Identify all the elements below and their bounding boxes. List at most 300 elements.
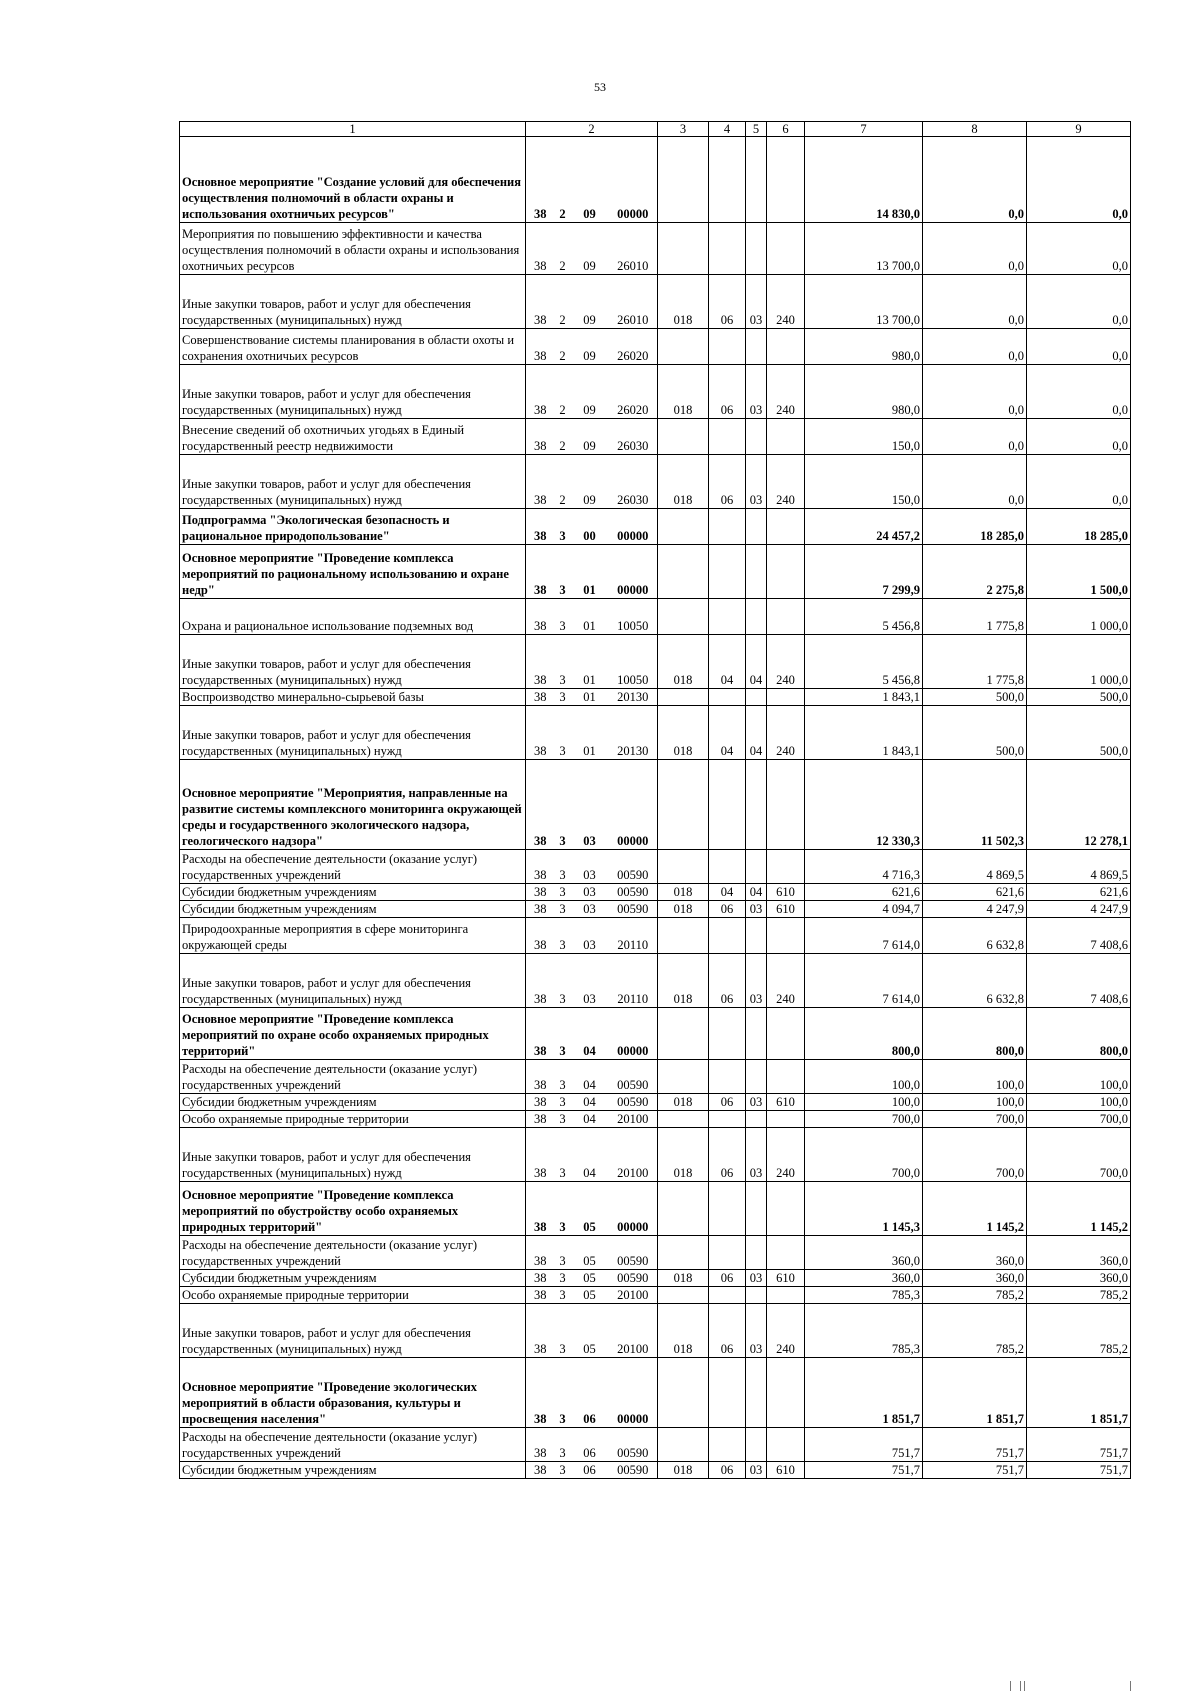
col5-subsection: 03 (746, 1462, 767, 1479)
code-direction: 00000 (609, 760, 658, 850)
code-subprogram: 3 (555, 1060, 571, 1094)
code-subprogram: 3 (555, 1094, 571, 1111)
table-row (180, 954, 1131, 1008)
code-activity: 09 (571, 455, 609, 509)
row-name: Основное мероприятие "Проведение комплекса мероприятий по рациональному использованию и охране недр" (180, 545, 526, 599)
table-row (180, 1008, 1131, 1060)
table-row (180, 918, 1131, 954)
code-activity: 04 (571, 1111, 609, 1128)
col4-section (709, 1287, 746, 1304)
code-direction: 00000 (609, 545, 658, 599)
col3-grbs: 018 (658, 1094, 709, 1111)
col8-amount: 621,6 (923, 884, 1027, 901)
code-program: 38 (526, 1304, 555, 1358)
col7-amount: 360,0 (805, 1236, 923, 1270)
table-row (180, 689, 1131, 706)
row-name: Расходы на обеспечение деятельности (оказание услуг) государственных учреждений (180, 850, 526, 884)
header-col-3: 3 (658, 122, 709, 137)
col5-subsection (746, 850, 767, 884)
table-row (180, 1128, 1131, 1182)
code-subprogram: 2 (555, 365, 571, 419)
code-direction: 00590 (609, 1428, 658, 1462)
table-header-row (180, 122, 1131, 137)
code-direction: 10050 (609, 635, 658, 689)
col8-amount: 0,0 (923, 365, 1027, 419)
code-program: 38 (526, 850, 555, 884)
col7-amount: 12 330,3 (805, 760, 923, 850)
table-row (180, 1287, 1131, 1304)
row-name: Расходы на обеспечение деятельности (оказание услуг) государственных учреждений (180, 1060, 526, 1094)
code-program: 38 (526, 1270, 555, 1287)
col4-section (709, 689, 746, 706)
code-direction: 00590 (609, 1270, 658, 1287)
col7-amount: 980,0 (805, 365, 923, 419)
header-col-7: 7 (805, 122, 923, 137)
col9-amount: 785,2 (1027, 1304, 1131, 1358)
code-direction: 10050 (609, 599, 658, 635)
col4-section (709, 599, 746, 635)
col6-expense-type (767, 1182, 805, 1236)
col5-subsection: 03 (746, 1270, 767, 1287)
row-name: Субсидии бюджетным учреждениям (180, 1094, 526, 1111)
code-program: 38 (526, 1287, 555, 1304)
col8-amount: 785,2 (923, 1287, 1027, 1304)
col4-section (709, 329, 746, 365)
col5-subsection (746, 918, 767, 954)
table-row (180, 419, 1131, 455)
code-program: 38 (526, 329, 555, 365)
col6-expense-type: 240 (767, 455, 805, 509)
col5-subsection: 03 (746, 365, 767, 419)
row-name: Внесение сведений об охотничьих угодьях в Единый государственный реестр недвижимости (180, 419, 526, 455)
col5-subsection: 03 (746, 954, 767, 1008)
table-row (180, 1304, 1131, 1358)
row-name: Особо охраняемые природные территории (180, 1111, 526, 1128)
code-activity: 01 (571, 689, 609, 706)
col6-expense-type: 610 (767, 1270, 805, 1287)
col8-amount: 100,0 (923, 1094, 1027, 1111)
code-subprogram: 3 (555, 760, 571, 850)
table-row (180, 1060, 1131, 1094)
header-col-5: 5 (746, 122, 767, 137)
code-subprogram: 3 (555, 1304, 571, 1358)
col4-section: 06 (709, 275, 746, 329)
col7-amount: 800,0 (805, 1008, 923, 1060)
col8-amount: 1 851,7 (923, 1358, 1027, 1428)
scan-marks (1010, 1679, 1140, 1691)
col7-amount: 100,0 (805, 1094, 923, 1111)
code-program: 38 (526, 1128, 555, 1182)
col6-expense-type: 240 (767, 706, 805, 760)
col9-amount: 800,0 (1027, 1008, 1131, 1060)
code-direction: 26030 (609, 419, 658, 455)
col6-expense-type (767, 1008, 805, 1060)
code-subprogram: 3 (555, 635, 571, 689)
col9-amount: 751,7 (1027, 1462, 1131, 1479)
code-direction: 26020 (609, 329, 658, 365)
col7-amount: 1 145,3 (805, 1182, 923, 1236)
code-direction: 00000 (609, 1008, 658, 1060)
col7-amount: 7 614,0 (805, 918, 923, 954)
col3-grbs (658, 850, 709, 884)
col9-amount: 621,6 (1027, 884, 1131, 901)
row-name: Природоохранные мероприятия в сфере мониторинга окружающей среды (180, 918, 526, 954)
row-name: Основное мероприятие "Создание условий для обеспечения осуществления полномочий в области охраны и использования охотничьих ресурсов" (180, 137, 526, 223)
col8-amount: 360,0 (923, 1270, 1027, 1287)
code-program: 38 (526, 1462, 555, 1479)
row-name: Основное мероприятие "Проведение комплекса мероприятий по охране особо охраняемых природных территорий" (180, 1008, 526, 1060)
col9-amount: 4 869,5 (1027, 850, 1131, 884)
col3-grbs (658, 137, 709, 223)
col3-grbs: 018 (658, 954, 709, 1008)
code-activity: 09 (571, 419, 609, 455)
col4-section: 06 (709, 901, 746, 918)
col7-amount: 700,0 (805, 1111, 923, 1128)
col9-amount: 0,0 (1027, 329, 1131, 365)
budget-table (179, 121, 1131, 1479)
code-direction: 00590 (609, 1060, 658, 1094)
col4-section (709, 918, 746, 954)
col8-amount: 700,0 (923, 1128, 1027, 1182)
col5-subsection (746, 689, 767, 706)
row-name: Иные закупки товаров, работ и услуг для обеспечения государственных (муниципальных) нужд (180, 1128, 526, 1182)
col9-amount: 1 000,0 (1027, 635, 1131, 689)
code-subprogram: 2 (555, 275, 571, 329)
table-row (180, 1270, 1131, 1287)
code-subprogram: 3 (555, 509, 571, 545)
code-direction: 26030 (609, 455, 658, 509)
col8-amount: 4 869,5 (923, 850, 1027, 884)
code-activity: 06 (571, 1462, 609, 1479)
col7-amount: 621,6 (805, 884, 923, 901)
col5-subsection: 03 (746, 1128, 767, 1182)
col4-section: 06 (709, 1270, 746, 1287)
col6-expense-type: 610 (767, 1094, 805, 1111)
row-name: Основное мероприятие "Проведение экологических мероприятий в области образования, культуры и просвещения населения" (180, 1358, 526, 1428)
col9-amount: 785,2 (1027, 1287, 1131, 1304)
code-activity: 03 (571, 760, 609, 850)
code-program: 38 (526, 599, 555, 635)
page-number: 53 (594, 80, 606, 94)
col9-amount: 1 851,7 (1027, 1358, 1131, 1428)
col5-subsection (746, 419, 767, 455)
col7-amount: 13 700,0 (805, 275, 923, 329)
col4-section: 06 (709, 1304, 746, 1358)
code-direction: 26020 (609, 365, 658, 419)
col3-grbs (658, 689, 709, 706)
col5-subsection (746, 1287, 767, 1304)
col3-grbs: 018 (658, 1270, 709, 1287)
code-activity: 03 (571, 884, 609, 901)
col4-section (709, 1358, 746, 1428)
code-subprogram: 3 (555, 1358, 571, 1428)
col9-amount: 500,0 (1027, 706, 1131, 760)
col6-expense-type (767, 599, 805, 635)
col4-section (709, 1236, 746, 1270)
row-name: Иные закупки товаров, работ и услуг для обеспечения государственных (муниципальных) нужд (180, 635, 526, 689)
col8-amount: 0,0 (923, 137, 1027, 223)
col7-amount: 7 614,0 (805, 954, 923, 1008)
code-activity: 09 (571, 329, 609, 365)
code-program: 38 (526, 1428, 555, 1462)
col9-amount: 0,0 (1027, 137, 1131, 223)
col7-amount: 1 843,1 (805, 689, 923, 706)
code-activity: 09 (571, 275, 609, 329)
col8-amount: 0,0 (923, 329, 1027, 365)
col4-section: 04 (709, 706, 746, 760)
code-subprogram: 3 (555, 689, 571, 706)
col3-grbs (658, 509, 709, 545)
code-direction: 20110 (609, 918, 658, 954)
col7-amount: 751,7 (805, 1428, 923, 1462)
col9-amount: 1 500,0 (1027, 545, 1131, 599)
col4-section (709, 419, 746, 455)
col3-grbs (658, 1008, 709, 1060)
col4-section: 06 (709, 1094, 746, 1111)
code-activity: 04 (571, 1128, 609, 1182)
col5-subsection: 03 (746, 275, 767, 329)
header-col-4: 4 (709, 122, 746, 137)
col9-amount: 0,0 (1027, 419, 1131, 455)
header-col-2: 2 (526, 122, 658, 137)
code-program: 38 (526, 365, 555, 419)
col4-section: 06 (709, 1128, 746, 1182)
col7-amount: 14 830,0 (805, 137, 923, 223)
col3-grbs (658, 1428, 709, 1462)
code-program: 38 (526, 1182, 555, 1236)
code-activity: 04 (571, 1060, 609, 1094)
code-subprogram: 3 (555, 1236, 571, 1270)
col7-amount: 1 851,7 (805, 1358, 923, 1428)
col9-amount: 4 247,9 (1027, 901, 1131, 918)
row-name: Основное мероприятие "Мероприятия, направленные на развитие системы комплексного мониторинга окружающей среды и государственного экологического надзора, геологического надзора" (180, 760, 526, 850)
code-program: 38 (526, 545, 555, 599)
row-name: Субсидии бюджетным учреждениям (180, 1270, 526, 1287)
code-direction: 00590 (609, 901, 658, 918)
row-name: Иные закупки товаров, работ и услуг для обеспечения государственных (муниципальных) нужд (180, 455, 526, 509)
code-program: 38 (526, 455, 555, 509)
table-row (180, 329, 1131, 365)
col7-amount: 13 700,0 (805, 223, 923, 275)
col6-expense-type (767, 419, 805, 455)
code-activity: 05 (571, 1287, 609, 1304)
row-name: Мероприятия по повышению эффективности и качества осуществления полномочий в области охраны и использования охотничьих ресурсов (180, 223, 526, 275)
col8-amount: 11 502,3 (923, 760, 1027, 850)
table-row (180, 1111, 1131, 1128)
code-activity: 06 (571, 1358, 609, 1428)
col6-expense-type (767, 1287, 805, 1304)
col8-amount: 0,0 (923, 419, 1027, 455)
code-direction: 00000 (609, 1358, 658, 1428)
col4-section: 04 (709, 635, 746, 689)
col6-expense-type: 240 (767, 1128, 805, 1182)
col3-grbs (658, 1287, 709, 1304)
col4-section: 06 (709, 455, 746, 509)
col5-subsection (746, 545, 767, 599)
code-direction: 00590 (609, 850, 658, 884)
col6-expense-type: 610 (767, 1462, 805, 1479)
col7-amount: 751,7 (805, 1462, 923, 1479)
col5-subsection: 03 (746, 901, 767, 918)
col6-expense-type (767, 1236, 805, 1270)
col6-expense-type: 240 (767, 1304, 805, 1358)
code-direction: 00000 (609, 137, 658, 223)
col9-amount: 700,0 (1027, 1128, 1131, 1182)
table-row (180, 137, 1131, 223)
table-row (180, 706, 1131, 760)
row-name: Основное мероприятие "Проведение комплекса мероприятий по обустройству особо охраняемых природных территорий" (180, 1182, 526, 1236)
code-program: 38 (526, 884, 555, 901)
col3-grbs (658, 918, 709, 954)
col6-expense-type: 240 (767, 365, 805, 419)
code-direction: 20130 (609, 706, 658, 760)
col9-amount: 1 000,0 (1027, 599, 1131, 635)
code-subprogram: 2 (555, 223, 571, 275)
col4-section: 06 (709, 954, 746, 1008)
col5-subsection: 04 (746, 884, 767, 901)
code-subprogram: 3 (555, 545, 571, 599)
code-direction: 20130 (609, 689, 658, 706)
col3-grbs: 018 (658, 901, 709, 918)
col5-subsection (746, 1236, 767, 1270)
row-name: Субсидии бюджетным учреждениям (180, 1462, 526, 1479)
table-body (180, 137, 1131, 1479)
col3-grbs (658, 599, 709, 635)
col3-grbs: 018 (658, 365, 709, 419)
col8-amount: 1 775,8 (923, 599, 1027, 635)
col8-amount: 751,7 (923, 1428, 1027, 1462)
col9-amount: 100,0 (1027, 1060, 1131, 1094)
code-activity: 04 (571, 1008, 609, 1060)
col8-amount: 0,0 (923, 275, 1027, 329)
row-name: Иные закупки товаров, работ и услуг для обеспечения государственных (муниципальных) нужд (180, 1304, 526, 1358)
col6-expense-type (767, 918, 805, 954)
col3-grbs: 018 (658, 1462, 709, 1479)
col5-subsection: 04 (746, 706, 767, 760)
col8-amount: 700,0 (923, 1111, 1027, 1128)
code-program: 38 (526, 1094, 555, 1111)
table-row (180, 1428, 1131, 1462)
code-direction: 00590 (609, 1462, 658, 1479)
code-subprogram: 2 (555, 419, 571, 455)
code-subprogram: 3 (555, 1182, 571, 1236)
col9-amount: 360,0 (1027, 1270, 1131, 1287)
code-program: 38 (526, 1060, 555, 1094)
col8-amount: 500,0 (923, 689, 1027, 706)
header-col-8: 8 (923, 122, 1027, 137)
code-activity: 05 (571, 1182, 609, 1236)
code-activity: 03 (571, 901, 609, 918)
code-activity: 04 (571, 1094, 609, 1111)
col9-amount: 7 408,6 (1027, 918, 1131, 954)
col6-expense-type (767, 223, 805, 275)
code-program: 38 (526, 954, 555, 1008)
code-subprogram: 3 (555, 1462, 571, 1479)
col8-amount: 6 632,8 (923, 918, 1027, 954)
col4-section (709, 223, 746, 275)
col7-amount: 360,0 (805, 1270, 923, 1287)
row-name: Иные закупки товаров, работ и услуг для обеспечения государственных (муниципальных) нужд (180, 365, 526, 419)
col8-amount: 751,7 (923, 1462, 1027, 1479)
col9-amount: 1 145,2 (1027, 1182, 1131, 1236)
col5-subsection (746, 509, 767, 545)
col7-amount: 785,3 (805, 1304, 923, 1358)
code-subprogram: 3 (555, 1128, 571, 1182)
code-program: 38 (526, 1236, 555, 1270)
col7-amount: 150,0 (805, 455, 923, 509)
col6-expense-type (767, 137, 805, 223)
table-row (180, 545, 1131, 599)
col9-amount: 12 278,1 (1027, 760, 1131, 850)
code-activity: 01 (571, 599, 609, 635)
col6-expense-type (767, 689, 805, 706)
col6-expense-type (767, 1111, 805, 1128)
table-row (180, 1236, 1131, 1270)
col8-amount: 1 145,2 (923, 1182, 1027, 1236)
col3-grbs: 018 (658, 1128, 709, 1182)
code-program: 38 (526, 635, 555, 689)
code-subprogram: 2 (555, 455, 571, 509)
table-row (180, 275, 1131, 329)
col9-amount: 7 408,6 (1027, 954, 1131, 1008)
col8-amount: 18 285,0 (923, 509, 1027, 545)
col3-grbs: 018 (658, 1304, 709, 1358)
table-row (180, 850, 1131, 884)
col6-expense-type: 610 (767, 884, 805, 901)
col8-amount: 360,0 (923, 1236, 1027, 1270)
col6-expense-type (767, 850, 805, 884)
code-activity: 01 (571, 545, 609, 599)
code-direction: 20100 (609, 1128, 658, 1182)
code-activity: 03 (571, 850, 609, 884)
table-row (180, 1182, 1131, 1236)
table-row (180, 455, 1131, 509)
code-subprogram: 2 (555, 329, 571, 365)
col5-subsection (746, 329, 767, 365)
code-direction: 00590 (609, 1236, 658, 1270)
row-name: Субсидии бюджетным учреждениям (180, 901, 526, 918)
code-activity: 03 (571, 954, 609, 1008)
code-program: 38 (526, 223, 555, 275)
code-activity: 05 (571, 1236, 609, 1270)
code-program: 38 (526, 689, 555, 706)
table-row (180, 509, 1131, 545)
code-subprogram: 3 (555, 599, 571, 635)
table-row (180, 1462, 1131, 1479)
row-name: Подпрограмма "Экологическая безопасность и рациональное природопользование" (180, 509, 526, 545)
code-direction: 00000 (609, 509, 658, 545)
code-subprogram: 3 (555, 1270, 571, 1287)
col8-amount: 4 247,9 (923, 901, 1027, 918)
code-program: 38 (526, 760, 555, 850)
code-subprogram: 3 (555, 850, 571, 884)
row-name: Совершенствование системы планирования в области охоты и сохранения охотничьих ресурсов (180, 329, 526, 365)
code-direction: 00590 (609, 884, 658, 901)
col7-amount: 5 456,8 (805, 599, 923, 635)
col6-expense-type (767, 545, 805, 599)
code-program: 38 (526, 918, 555, 954)
col7-amount: 24 457,2 (805, 509, 923, 545)
code-program: 38 (526, 901, 555, 918)
code-activity: 09 (571, 365, 609, 419)
code-activity: 01 (571, 706, 609, 760)
col5-subsection (746, 760, 767, 850)
table-row (180, 901, 1131, 918)
col3-grbs: 018 (658, 635, 709, 689)
col4-section (709, 1060, 746, 1094)
col5-subsection (746, 1060, 767, 1094)
col5-subsection: 03 (746, 1094, 767, 1111)
